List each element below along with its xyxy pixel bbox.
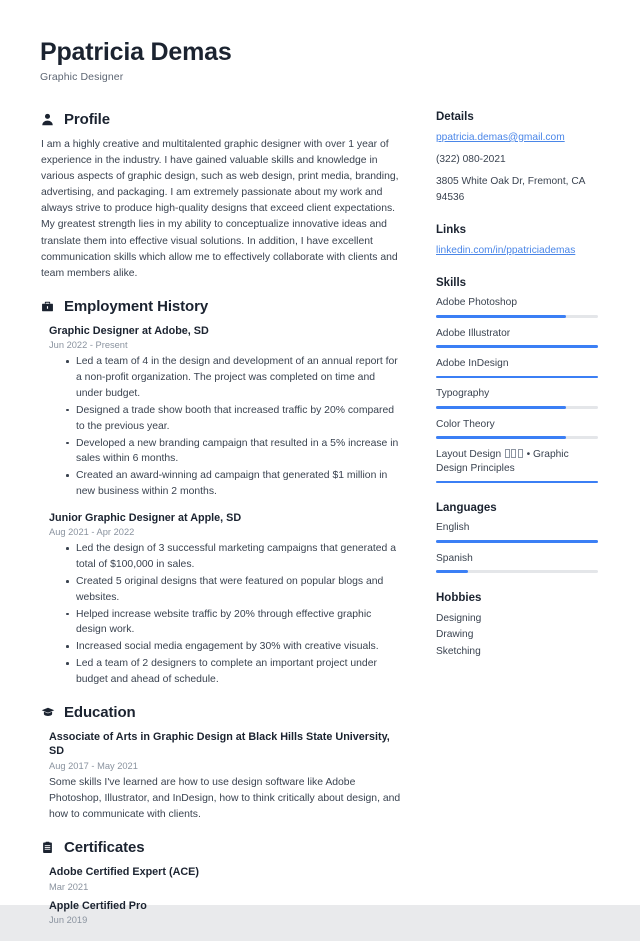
skill-label: Adobe Illustrator xyxy=(436,327,511,339)
skill-item xyxy=(436,418,598,439)
employment-entries xyxy=(40,324,402,688)
section-profile xyxy=(40,111,402,282)
entry-description: Some skills I've learned are how to use design software like Adobe Photoshop, Illustrator, and InDesign, how to think critically about design, and how to communicate with clients. xyxy=(49,776,401,820)
entry-date: Aug 2021 - Apr 2022 xyxy=(49,527,135,538)
entry-title: Junior Graphic Designer at Apple, SD xyxy=(49,511,242,524)
certificate-entry xyxy=(40,865,402,892)
language-bar xyxy=(436,540,598,543)
section-title-employment: Employment History xyxy=(64,297,209,315)
section-title-certificates: Certificates xyxy=(64,839,145,857)
profile-text: I am a highly creative and multitalented graphic designer with over 1 year of experience in the industry. I have gained valuable skills and knowledge in various aspects of graphic design, such as web design, print media, branding, advertising, and packaging. I am extremely passionate about my work and always strive to produce high-quality designs that exceed client expectations. My greatest strength lies in my ability to conceptualize innovative ideas and translate them into effective visual solutions. In addition, I have excellent communication skills which allow me to effectively collaborate with clients and team members alike. xyxy=(41,138,399,279)
tofu-glyphs xyxy=(501,449,524,460)
language-bar-fill xyxy=(436,540,598,543)
language-bar xyxy=(436,570,598,573)
entry-bullets xyxy=(40,541,402,687)
certificate-entry xyxy=(40,899,402,926)
briefcase-icon xyxy=(40,299,55,314)
employment-entry xyxy=(40,511,402,688)
bullet-item: Developed a new branding campaign that resulted in a 5% increase in sales within 6 months. xyxy=(66,436,402,468)
bullet-item: Led a team of 4 in the design and development of an annual report for a non-profit organization. The project was completed on time and under budget. xyxy=(66,354,402,401)
skill-item xyxy=(436,296,598,317)
skill-bar xyxy=(436,481,598,484)
skill-bar-fill xyxy=(436,315,566,318)
language-label: English xyxy=(436,522,470,534)
main-column xyxy=(40,111,402,941)
bullet-item: Designed a trade show booth that increased traffic by 20% compared to the previous year. xyxy=(66,403,402,435)
skill-item xyxy=(436,448,598,483)
education-entry xyxy=(40,730,402,824)
language-item xyxy=(436,521,598,542)
bullet-item: Increased social media engagement by 30% with creative visuals. xyxy=(66,639,402,655)
resume-header xyxy=(40,38,598,83)
skill-bar-fill xyxy=(436,345,598,348)
sidebar-section-details xyxy=(436,111,598,205)
entry-bullets xyxy=(40,354,402,499)
sidebar-title-hobbies: Hobbies xyxy=(436,591,482,604)
skill-bar-fill xyxy=(436,376,598,379)
skill-bar xyxy=(436,345,598,348)
email-link[interactable]: ppatricia.demas@gmail.com xyxy=(436,131,565,143)
user-icon xyxy=(40,112,55,127)
sidebar-title-skills: Skills xyxy=(436,277,467,290)
linkedin-link[interactable]: linkedin.com/in/ppatriciademas xyxy=(436,244,576,256)
bullet-item: Led a team of 2 designers to complete an important project under budget and ahead of schedule. xyxy=(66,656,402,688)
skill-label: Adobe InDesign xyxy=(436,357,509,369)
sidebar-section-links xyxy=(436,224,598,258)
section-title-profile: Profile xyxy=(64,110,110,128)
skill-bar xyxy=(436,406,598,409)
entry-title: Adobe Certified Expert (ACE) xyxy=(49,866,199,879)
skill-label: Color Theory xyxy=(436,418,495,430)
language-bar-fill xyxy=(436,570,468,573)
skill-bar-fill xyxy=(436,436,566,439)
bullet-item: Helped increase website traffic by 20% through effective graphic design work. xyxy=(66,607,402,639)
address-text: 3805 White Oak Dr, Fremont, CA 94536 xyxy=(436,176,585,203)
graduation-cap-icon xyxy=(40,705,55,720)
page-title: Ppatricia Demas xyxy=(40,38,232,66)
section-title-education: Education xyxy=(64,703,136,721)
phone-text: (322) 080-2021 xyxy=(436,154,506,166)
skill-item xyxy=(436,327,598,348)
entry-title: Associate of Arts in Graphic Design at Black Hills State University, SD xyxy=(49,730,390,758)
entry-title: Apple Certified Pro xyxy=(49,899,147,912)
sidebar-section-languages xyxy=(436,502,598,573)
section-employment xyxy=(40,298,402,688)
bullet-item: Created 5 original designs that were featured on popular blogs and websites. xyxy=(66,574,402,606)
sidebar-section-hobbies xyxy=(436,592,598,661)
sidebar-title-details: Details xyxy=(436,110,474,123)
language-label: Spanish xyxy=(436,552,473,564)
hobby-item: Designing xyxy=(436,612,482,624)
entry-title: Graphic Designer at Adobe, SD xyxy=(49,324,209,337)
language-item xyxy=(436,552,598,573)
skill-label: Adobe Photoshop xyxy=(436,297,518,309)
employment-entry xyxy=(40,324,402,500)
skill-bar xyxy=(436,376,598,379)
entry-date: Aug 2017 - May 2021 xyxy=(49,760,138,771)
skill-item xyxy=(436,387,598,408)
entry-date: Mar 2021 xyxy=(49,881,89,892)
skill-bar xyxy=(436,315,598,318)
sidebar-section-skills xyxy=(436,277,598,483)
entry-date: Jun 2022 - Present xyxy=(49,340,128,351)
skill-label-primary: Layout Design xyxy=(436,449,502,461)
clipboard-icon xyxy=(40,840,55,855)
skill-bar-fill xyxy=(436,481,598,484)
sidebar-title-links: Links xyxy=(436,223,467,236)
sidebar-title-languages: Languages xyxy=(436,502,497,515)
section-certificates xyxy=(40,839,402,925)
skill-item xyxy=(436,357,598,378)
column-gap xyxy=(402,111,436,941)
hobby-item: Sketching xyxy=(436,645,481,657)
header-job-title: Graphic Designer xyxy=(40,70,124,83)
skill-label-composite xyxy=(436,448,598,476)
skill-bar-fill xyxy=(436,406,566,409)
skill-label: Typography xyxy=(436,388,490,400)
section-education xyxy=(40,704,402,824)
bullet-item: Created an award-winning ad campaign that generated $1 million in new business within 2 months. xyxy=(66,468,402,500)
skill-label-suffix: • Graphic Design Principles xyxy=(436,449,569,474)
bullet-item: Led the design of 3 successful marketing campaigns that generated a total of $100,000 in sales. xyxy=(66,541,402,573)
skill-bar xyxy=(436,436,598,439)
hobby-item: Drawing xyxy=(436,629,474,641)
entry-date: Jun 2019 xyxy=(49,915,88,926)
sidebar-column xyxy=(436,111,598,941)
